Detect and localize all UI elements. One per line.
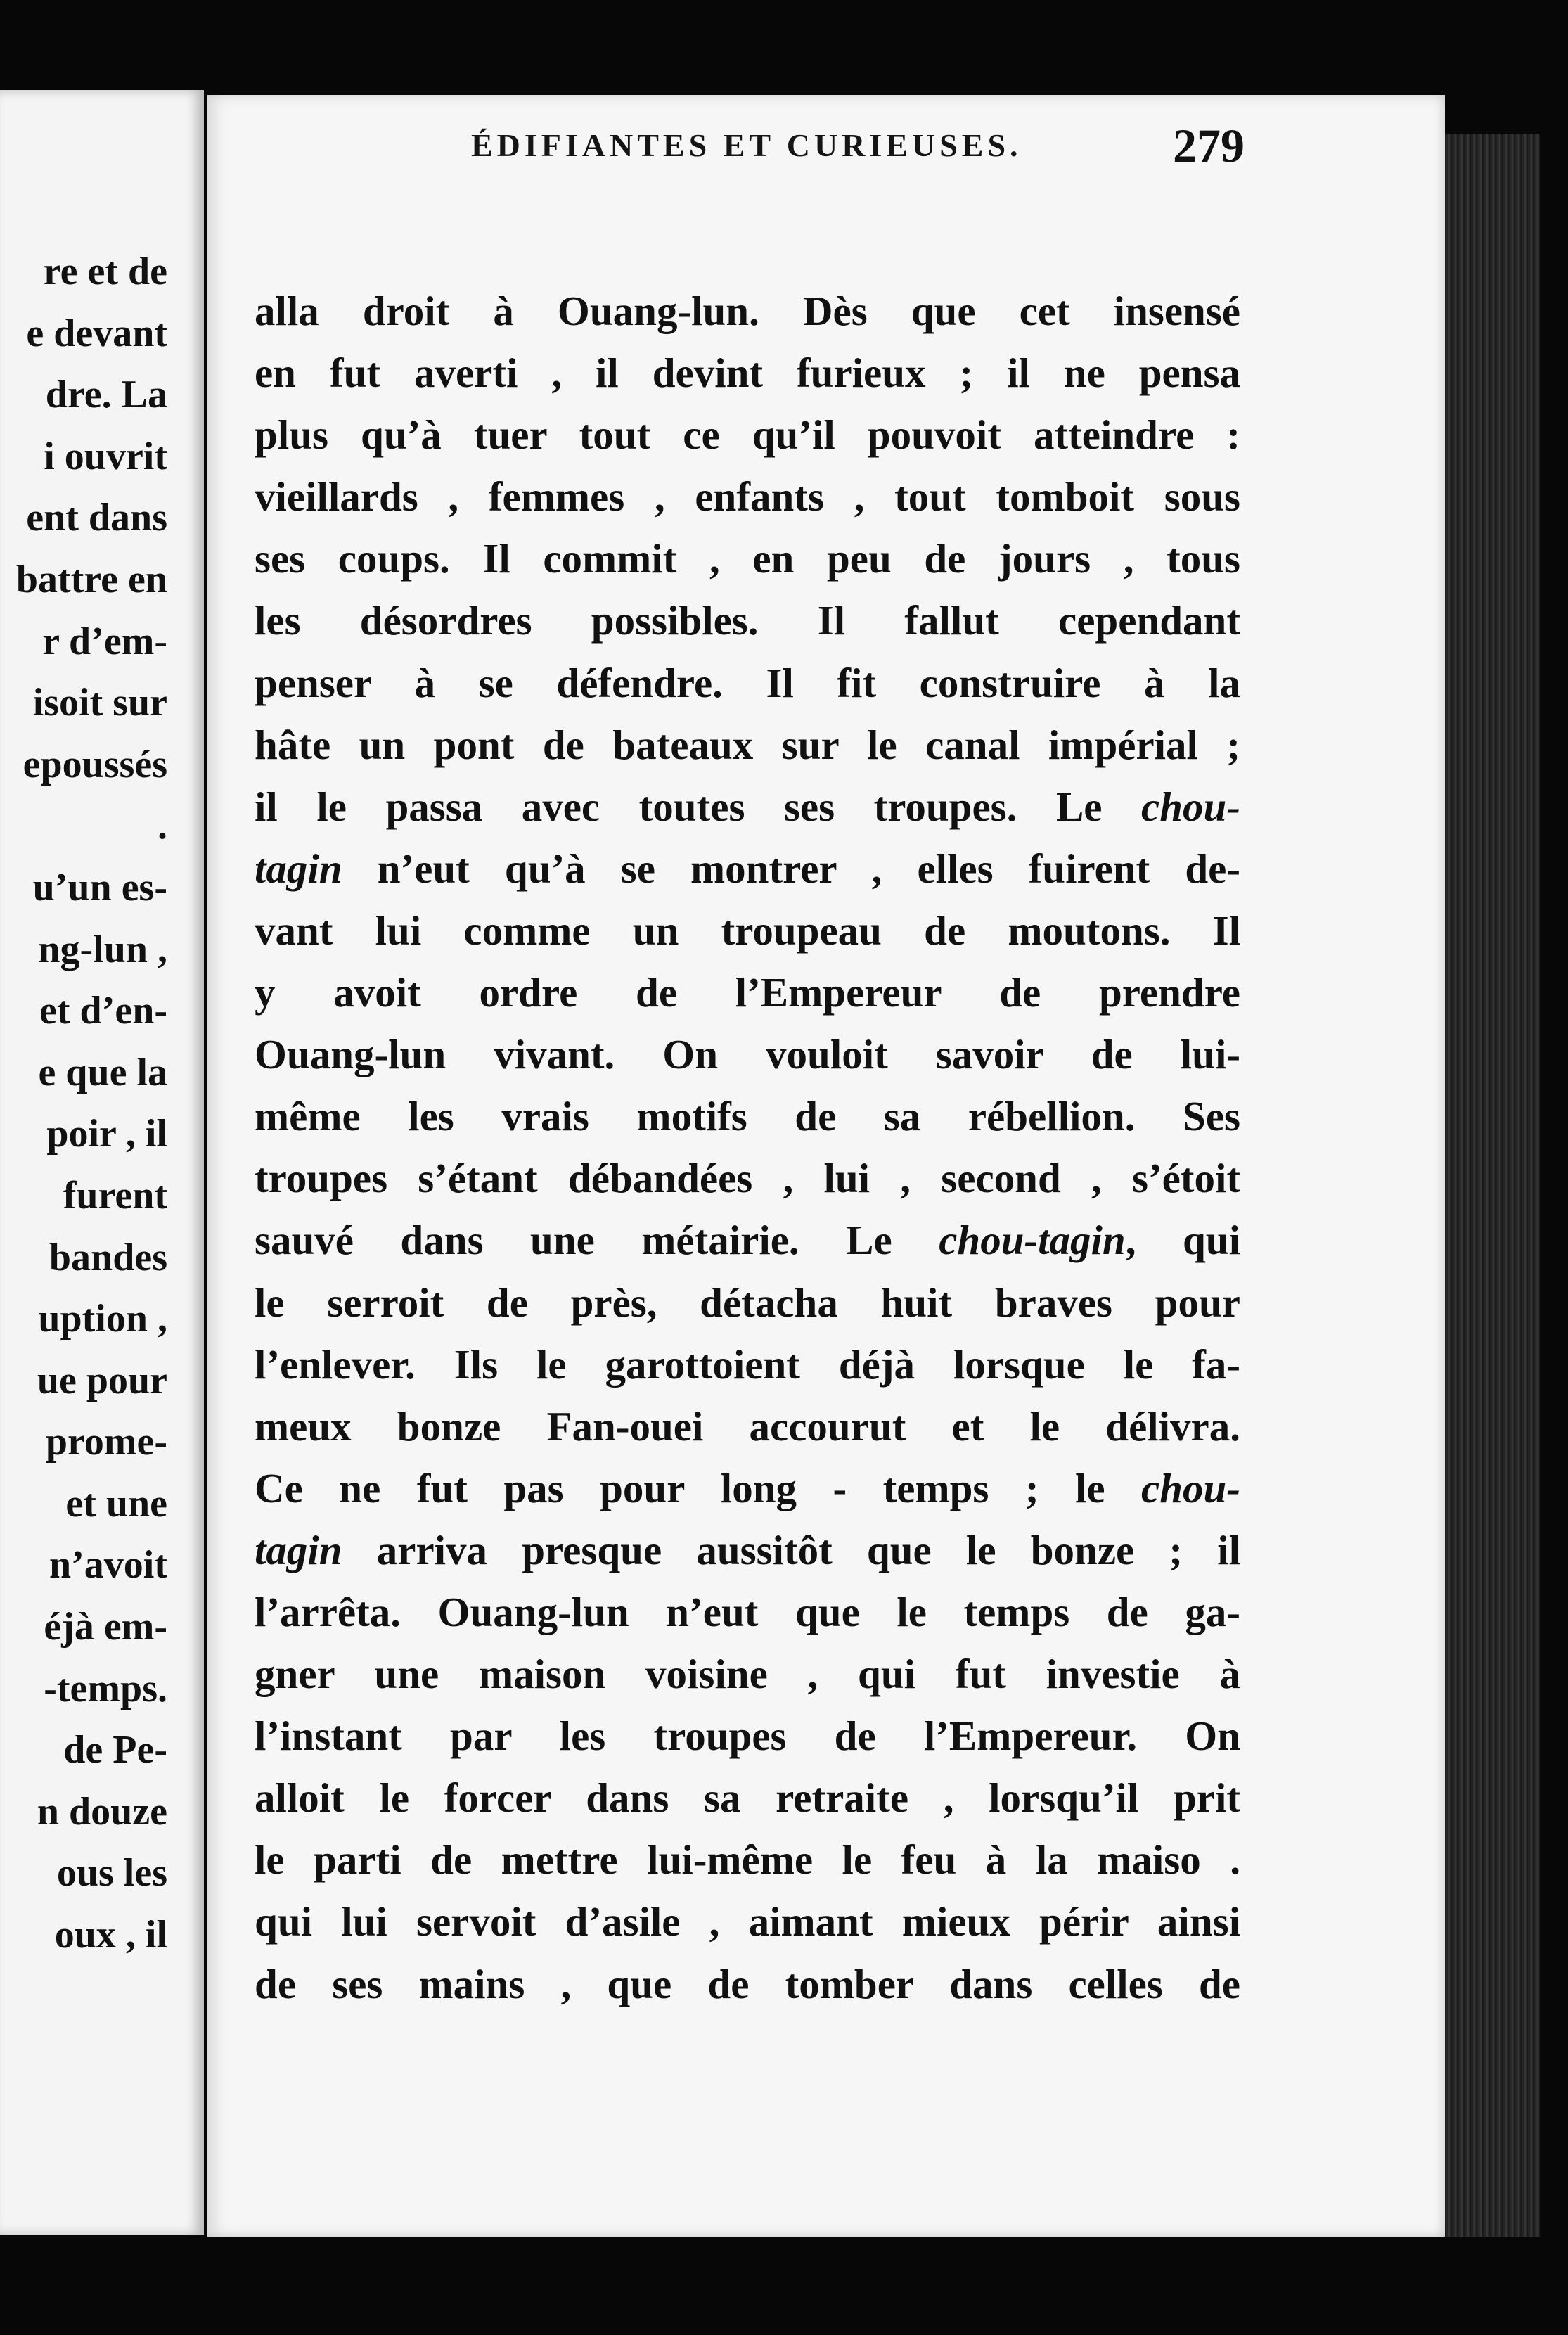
text-line (255, 1209, 1240, 1271)
left-page-line: bandes (49, 1235, 167, 1279)
left-page (0, 90, 204, 2235)
text-segment: même les vrais motifs de sa rébellion. Ses (255, 1093, 1240, 1140)
italic-term: tagin (255, 845, 342, 892)
text-line (255, 1519, 1240, 1581)
text-line (255, 1829, 1240, 1891)
text-segment: n’eut qu’à se montrer , elles fuirent de- (342, 845, 1240, 892)
text-segment: , qui (1125, 1217, 1240, 1264)
left-page-line: epoussés (23, 742, 167, 786)
text-line (255, 1272, 1240, 1333)
text-segment: Ce ne fut pas pour long - temps ; le (255, 1464, 1142, 1511)
text-line (255, 776, 1240, 838)
text-segment: alloit le forcer dans sa retraite , lorsqu’il prit (255, 1774, 1240, 1822)
left-page-line: éjà em- (44, 1605, 167, 1649)
left-page-line: prome- (45, 1420, 167, 1464)
left-page-line: poir , il (46, 1112, 167, 1156)
italic-term: tagin (255, 1526, 342, 1573)
left-page-line: ue pour (37, 1358, 167, 1402)
text-line (255, 1891, 1240, 1952)
text-line (255, 714, 1240, 776)
text-line (255, 1581, 1240, 1643)
left-page-line: i ouvrit (44, 434, 167, 478)
text-line (255, 1395, 1240, 1457)
text-line (255, 1705, 1240, 1767)
left-page-line: n douze (37, 1789, 167, 1834)
text-line (255, 1767, 1240, 1829)
left-page-line: r d’em- (42, 619, 167, 663)
text-line (255, 1643, 1240, 1705)
text-segment: l’enlever. Ils le garottoient déjà lorsque le fa- (255, 1341, 1240, 1388)
book-fore-edge (1434, 134, 1540, 2237)
text-segment: ses coups. Il commit , en peu de jours , tous (255, 535, 1240, 582)
left-page-line: ent dans (26, 496, 167, 540)
text-segment: alla droit à Ouang-lun. Dès que cet insensé (255, 288, 1240, 334)
left-page-line: uption , (38, 1297, 167, 1341)
text-segment: vieillards , femmes , enfants , tout tomboit sous (255, 473, 1240, 520)
text-segment: Ouang-lun vivant. On vouloit savoir de lui- (255, 1031, 1240, 1078)
text-line (255, 838, 1240, 900)
left-page-line: et une (65, 1481, 167, 1525)
text-segment: le parti de mettre lui-même le feu à la maiso . (255, 1836, 1240, 1883)
left-page-line: isoit sur (32, 681, 167, 725)
left-page-line: de Pe- (63, 1728, 167, 1772)
text-line (255, 1147, 1240, 1209)
text-segment: arriva presque aussitôt que le bonze ; il (342, 1526, 1240, 1573)
text-segment: de ses mains , que de tomber dans celles de (255, 1960, 1240, 2007)
text-line (255, 1023, 1240, 1085)
text-segment: y avoit ordre de l’Empereur de prendre (255, 969, 1240, 1016)
page-number: 279 (1173, 119, 1245, 172)
left-page-line: -temps. (44, 1666, 167, 1710)
text-line (255, 527, 1240, 589)
text-segment: gner une maison voisine , qui fut investie à (255, 1651, 1240, 1698)
text-line (255, 589, 1240, 651)
left-page-line: e que la (38, 1050, 167, 1094)
text-line (255, 280, 1240, 342)
text-line (255, 652, 1240, 714)
text-line (255, 466, 1240, 527)
text-segment: hâte un pont de bateaux sur le canal impérial ; (255, 721, 1240, 768)
italic-term: chou- (1141, 783, 1240, 830)
left-page-line: u’un es- (32, 865, 167, 909)
text-segment: l’arrêta. Ouang-lun n’eut que le temps de ga- (255, 1588, 1240, 1635)
text-line (255, 961, 1240, 1023)
text-segment: en fut averti , il devint furieux ; il ne pensa (255, 350, 1240, 397)
page-body-text (255, 280, 1240, 2015)
left-page-line: n’avoit (49, 1543, 167, 1587)
text-line (255, 342, 1240, 404)
text-line (255, 1333, 1240, 1395)
left-page-line: e devant (26, 311, 167, 355)
text-segment: vant lui comme un troupeau de moutons. Il (255, 907, 1240, 954)
text-segment: sauvé dans une métairie. Le (255, 1217, 939, 1264)
text-line (255, 1953, 1240, 2015)
text-line (255, 900, 1240, 961)
text-segment: les désordres possibles. Il fallut cependant (255, 597, 1240, 644)
left-page-line: . (158, 804, 167, 848)
text-segment: qui lui servoit d’asile , aimant mieux périr ainsi (255, 1898, 1240, 1945)
text-segment: il le passa avec toutes ses troupes. Le (255, 783, 1142, 830)
left-page-line: oux , il (54, 1913, 167, 1957)
left-page-line: ous les (56, 1851, 167, 1895)
text-line (255, 1457, 1240, 1519)
left-page-line: et d’en- (39, 989, 167, 1033)
left-page-line: re et de (43, 250, 167, 293)
left-page-text (0, 241, 167, 1966)
left-page-line: battre en (15, 557, 167, 601)
italic-term: chou-tagin (939, 1217, 1126, 1264)
running-head-title: ÉDIFIANTES ET CURIEUSES. (471, 127, 1022, 163)
text-segment: le serroit de près, détacha huit braves pour (255, 1279, 1240, 1326)
text-segment: troupes s’étant débandées , lui , second , s’étoit (255, 1155, 1240, 1202)
left-page-line: ng-lun , (38, 927, 167, 971)
left-page-line: furent (63, 1173, 167, 1217)
text-segment: penser à se défendre. Il fit construire à la (255, 659, 1240, 706)
left-page-line: dre. La (45, 373, 167, 417)
italic-term: chou- (1141, 1464, 1240, 1511)
text-segment: plus qu’à tuer tout ce qu’il pouvoit atteindre : (255, 411, 1240, 459)
text-segment: meux bonze Fan-ouei accourut et le délivra. (255, 1402, 1240, 1450)
text-line (255, 1085, 1240, 1147)
text-line (255, 404, 1240, 466)
text-segment: l’instant par les troupes de l’Empereur. On (255, 1713, 1240, 1760)
running-head (260, 119, 1245, 183)
